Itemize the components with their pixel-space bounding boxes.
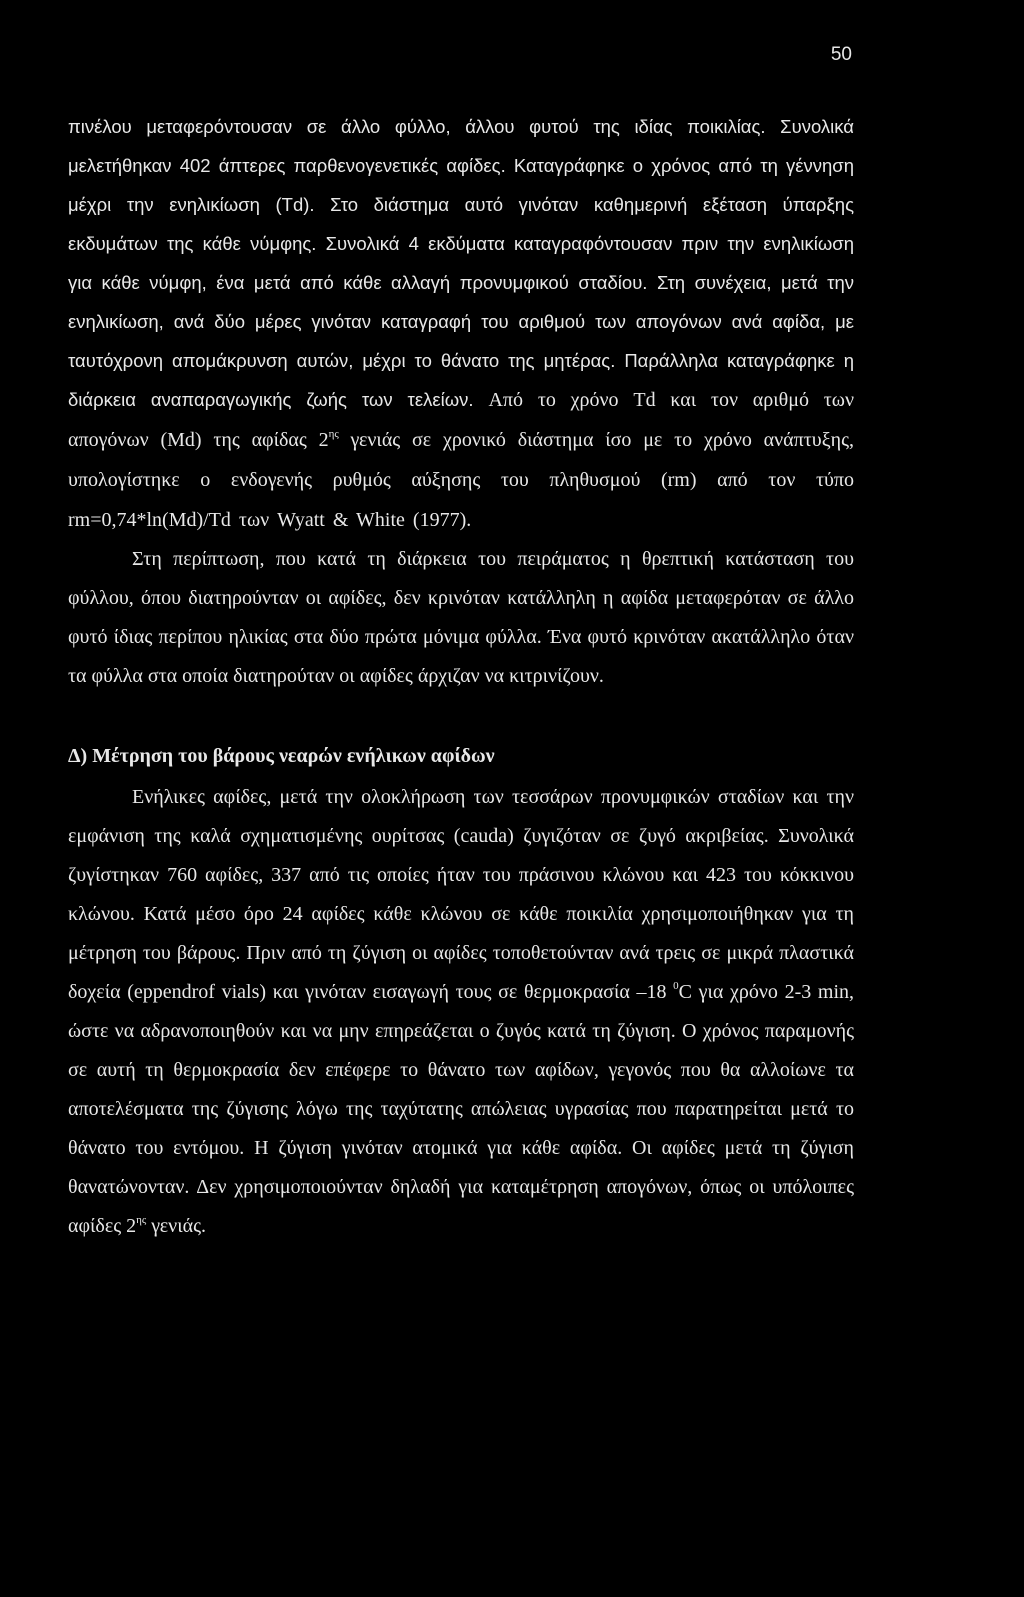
- degree-superscript: 0: [673, 980, 679, 992]
- page-number: 50: [830, 44, 852, 65]
- document-body: [68, 107, 854, 1246]
- paragraph-life-table-method: [68, 107, 854, 540]
- ordinal-superscript: ης: [136, 1214, 147, 1226]
- paragraph-text: C για χρόνο 2-3 min, ώστε να αδρανοποιηθούν και να μην επηρεάζεται ο ζυγός κατά τη ζύγιση. Ο χρόνος παραμονής σε αυτή τη θερμοκρασία δεν επέφερε το θάνατο των αφίδων, γεγονός που θα αλλοίωνε τα αποτελέσματα της ζύγισης λόγω της ταχύτατης απώλειας υγρασίας που παρατηρείται μετά το θάνατο του εντόμου. Η ζύγιση γινόταν ατομικά για κάθε αφίδα. Οι αφίδες μετά τη ζύγιση θανατώνονταν. Δεν χρησιμοποιούνταν δηλαδή για καταμέτρηση απογόνων, όπως οι υπόλοιπες αφίδες 2: [68, 981, 855, 1237]
- paragraph-text: γενιάς.: [146, 1215, 206, 1237]
- paragraph-text: Ενήλικες αφίδες, μετά την ολοκλήρωση των τεσσάρων προνυμφικών σταδίων και την εμφάνιση της καλά σχηματισμένης ουρίτσας (cauda) ζυγιζόταν σε ζυγό ακριβείας. Συνολικά ζυγίστηκαν 760 αφίδες, 337 από τις οποίες ήταν του πράσινου κλώνου και 423 του κόκκινου κλώνου. Κατά μέσο όρο 24 αφίδες κάθε κλώνου σε κάθε ποικιλία χρησιμοποιήθηκαν για τη μέτρηση του βάρους. Πριν από τη ζύγιση οι αφίδες τοποθετούνταν ανά τρεις σε μικρά πλαστικά δοχεία (eppendrof vials) και γινόταν εισαγωγή τους σε θερμοκρασία –18: [68, 786, 854, 1003]
- section-heading: Δ) Μέτρηση του βάρους νεαρών ενήλικων αφίδων: [68, 745, 495, 767]
- paragraph-text-formula: Από το χρόνο Td και τον αριθμό των απογόνων (Md) της αφίδας $2^{\eta\varsigma}$ γενιάς σε χρονικό διάστημα ίσο με το χρόνο ανάπτυξης, υπολογίστηκε ο ενδογενής ρυθμός αύξησης του πληθυσμού (rm) από τον τύπο rm=0,74*ln(Md)/Td των Wyatt & White (1977).: [68, 389, 854, 531]
- ordinal-superscript: ης: [328, 428, 339, 440]
- paragraph-plant-condition: Στη περίπτωση, που κατά τη διάρκεια του πειράματος η θρεπτική κατάσταση του φύλλου, όπου διατηρούνταν οι αφίδες, δεν κρινόταν κατάλληλη η αφίδα μεταφερόταν σε άλλο φυτό ίδιας περίπου ηλικίας στα δύο πρώτα μόνιμα φύλλα. Ένα φυτό κρινόταν ακατάλληλο όταν τα φύλλα στα οποία διατηρούταν οι αφίδες άρχιζαν να κιτρινίζουν.: [68, 548, 854, 687]
- paragraph-weight-measurement: [68, 778, 854, 1246]
- paragraph-text: πινέλου μεταφερόντουσαν σε άλλο φύλλο, άλλου φυτού της ιδίας ποικιλίας. Συνολικά μελετήθηκαν 402 άπτερες παρθενογενετικές αφίδες. Καταγράφηκε ο χρόνος από τη γέννηση μέχρι την ενηλικίωση (Td). Στο διάστημα αυτό γινόταν καθημερινή εξέταση ύπαρξης εκδυμάτων της κάθε νύμφης. Συνολικά 4 εκδύματα καταγραφόντουσαν πριν την ενηλικίωση για κάθε νύμφη, ένα μετά από κάθε αλλαγή προνυμφικού σταδίου. Στη συνέχεια, μετά την ενηλικίωση, ανά δύο μέρες γινόταν καταγραφή του αριθμού των απογόνων ανά αφίδα, με ταυτόχρονη απομάκρυνση αυτών, μέχρι το θάνατο της μητέρας. Παράλληλα καταγράφηκε η διάρκεια αναπαραγωγικής ζωής των τελείων.: [68, 116, 854, 410]
